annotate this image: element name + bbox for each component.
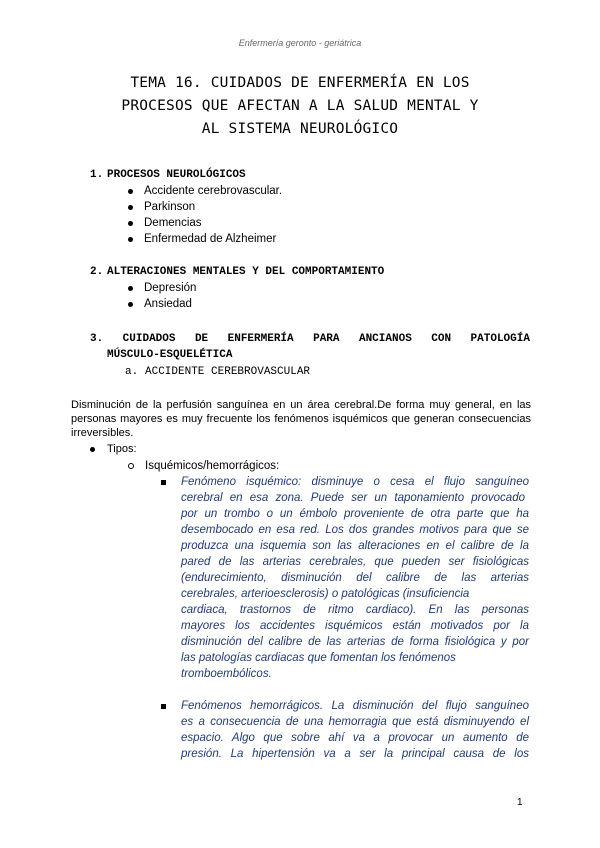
page-header: Enfermería geronto - geriátrica <box>238 38 362 48</box>
section-heading-3 <box>90 331 530 363</box>
section-title-word: CUIDADOS <box>122 333 176 345</box>
list-item: Depresión <box>128 280 196 296</box>
section-title-word: DE <box>194 333 209 345</box>
section-number: 3. <box>90 333 104 345</box>
section-2-list <box>128 280 196 312</box>
text-line: presión. La hipertensión va a ser la principal causa de los <box>181 748 529 760</box>
section-title-word: PATOLOGÍA <box>470 333 530 345</box>
text-line: cardiaca, trastornos de ritmo cardiaco). En las personas <box>181 604 529 616</box>
title-line: AL SISTEMA NEUROLÓGICO <box>201 121 399 137</box>
section-title-line2: MÚSCULO-ESQUELÉTICA <box>107 349 233 361</box>
title-line: PROCESOS QUE AFECTAN A LA SALUD MENTAL Y <box>121 98 479 114</box>
section-1-list <box>128 183 282 247</box>
tipos-label: Tipos: <box>107 443 137 455</box>
text-line: tromboembólicos. <box>181 668 272 680</box>
section-title: ALTERACIONES MENTALES Y DEL COMPORTAMIENTO <box>107 266 385 278</box>
bullet-circle <box>128 463 134 469</box>
subsection-title: ACCIDENTE CEREBROVASCULAR <box>145 366 311 378</box>
bullet-dot <box>90 447 95 452</box>
subsection-heading <box>125 365 310 379</box>
tipos-item <box>90 442 137 456</box>
page-number: 1 <box>517 797 523 808</box>
subtype-label: Isquémicos/hemorrágicos: <box>145 460 280 472</box>
text-line: pared de las arterias cerebrales, que pueden ser fisiológicas <box>181 556 529 568</box>
text-line: cerebrales, arterioesclerosis) o patológicas (insuficiencia <box>181 588 470 600</box>
section-number: 1. <box>90 169 104 181</box>
title-line: TEMA 16. CUIDADOS DE ENFERMERÍA EN LOS <box>130 75 470 91</box>
text-line: (endurecimiento, disminución del calibre de las arterias <box>181 572 529 584</box>
subsection-letter: a. <box>125 366 139 378</box>
text-line: mayores los accidentes isquémicos están motivados por la <box>181 620 529 632</box>
text-line: las patologías cardiacas que fomentan los fenómenos <box>181 652 456 664</box>
section-title-word: PARA <box>313 333 340 345</box>
subtype-item <box>128 458 279 474</box>
text-line: es a consecuencia de una hemorragia que está disminuyendo el <box>181 716 529 728</box>
bullet-square <box>161 480 166 485</box>
list-item: Parkinson <box>128 199 282 215</box>
text-line: desembocado en esa red. Los dos grandes motivos para que se <box>181 524 529 536</box>
text-line: produzca una isquemia son las alteraciones en el calibre de la <box>181 540 529 552</box>
list-item: Enfermedad de Alzheimer <box>128 231 282 247</box>
intro-paragraph: Disminución de la perfusión sanguínea en un área cerebral.De forma muy general, en las personas mayores es muy frecuente los fenómenos isquémicos que generan consecuencias irreversibles. <box>71 399 531 439</box>
text-line: Fenómeno isquémico: disminuye o cesa el flujo sanguíneo <box>181 476 529 488</box>
section-heading-2 <box>90 264 384 280</box>
section-title: PROCESOS NEUROLÓGICOS <box>107 169 246 181</box>
text-line: Fenómenos hemorrágicos. La disminución del flujo sanguíneo <box>181 700 529 712</box>
list-item: Ansiedad <box>128 296 196 312</box>
text-line: por un trombo o un émbolo proveniente de otra parte que ha <box>181 508 529 520</box>
text-line: espacio. Algo que sobre ahí va a provocar un aumento de <box>181 732 529 744</box>
section-heading-1 <box>90 167 246 183</box>
bullet-square <box>161 704 166 709</box>
text-line: disminución del calibre de las arterias de forma fisiológica y por <box>181 636 529 648</box>
section-title-word: ENFERMERÍA <box>227 333 294 345</box>
list-item: Demencias <box>128 215 282 231</box>
page-title <box>40 72 560 141</box>
hemorragico-item <box>181 698 529 762</box>
text-line: cerebral en esa zona. Puede ser un taponamiento provocado <box>181 492 525 504</box>
section-title-word: CON <box>431 333 452 345</box>
isquemico-item <box>181 474 529 682</box>
section-title-word: ANCIANOS <box>358 333 412 345</box>
list-item: Accidente cerebrovascular. <box>128 183 282 199</box>
section-number: 2. <box>90 266 104 278</box>
